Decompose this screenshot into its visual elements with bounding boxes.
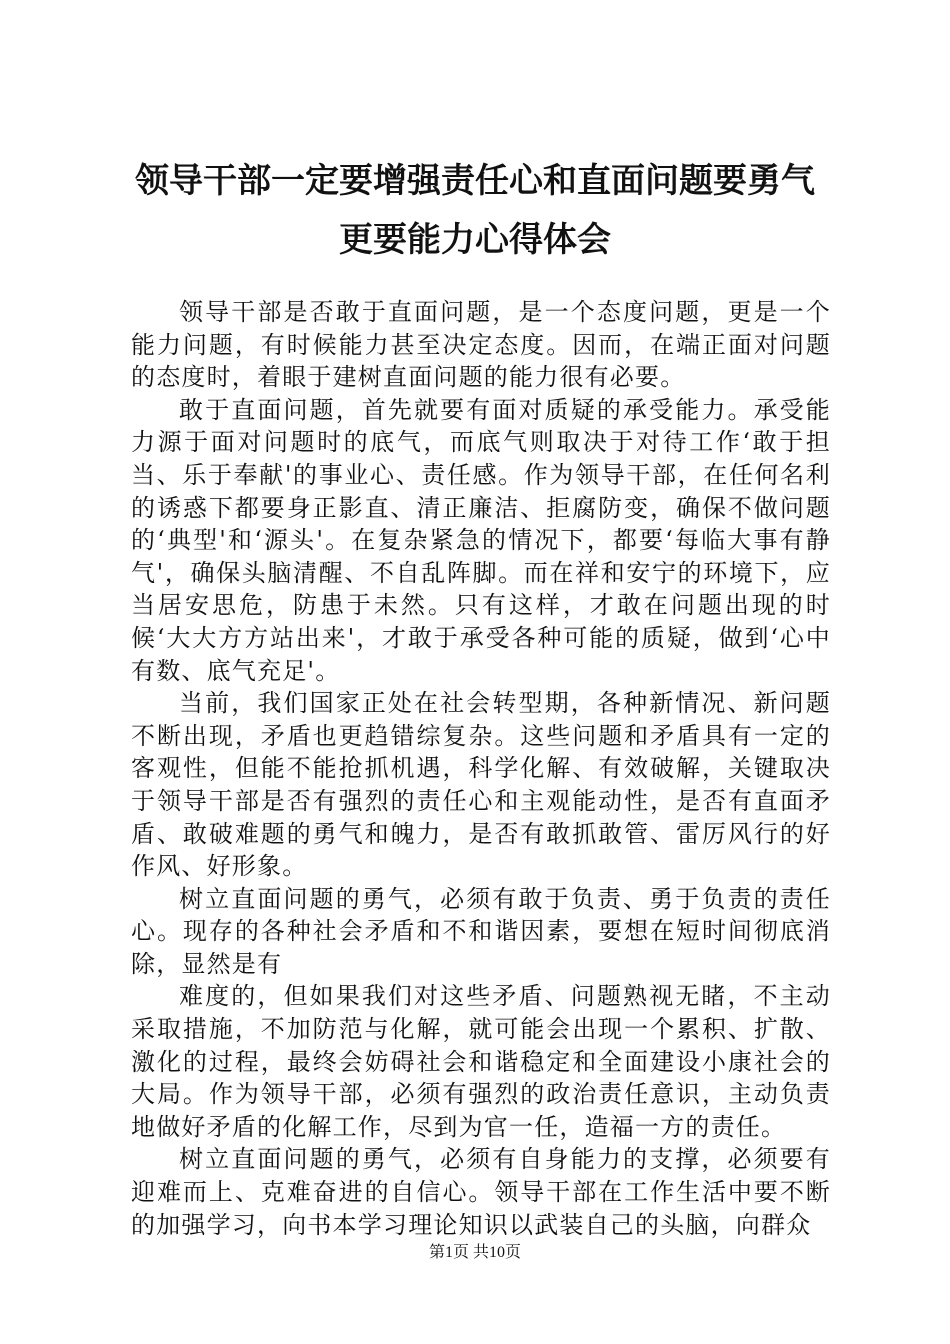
paragraph: 难度的，但如果我们对这些矛盾、问题熟视无睹，不主动采取措施，不加防范与化解，就可能会出现一个累积、扩散、激化的过程，最终会妨碍社会和谐稳定和全面建设小康社会的大局。作为领导干部，必须有强烈的政治责任意识，主动负责地做好矛盾的化解工作，尽到为官一任，造福一方的责任。 — [131, 982, 831, 1141]
paragraph: 敢于直面问题，首先就要有面对质疑的承受能力。承受能力源于面对问题时的底气，而底气则取决于对待工作‘敢于担当、乐于奉献'的事业心、责任感。作为领导干部，在任何名利的诱惑下都要身正影直、清正廉洁、拒腐防变，确保不做问题的‘典型'和‘源头'。在复杂紧急的情况下，都要‘每临大事有静气'，确保头脑清醒、不自乱阵脚。而在祥和安宁的环境下，应当居安思危，防患于未然。只有这样，才敢在问题出现的时候‘大大方方站出来'，才敢于承受各种可能的质疑，做到‘心中有数、底气充足'。 — [131, 395, 831, 685]
document-body — [131, 296, 831, 1241]
document-title-line-2: 更要能力心得体会 — [339, 220, 611, 260]
paragraph: 领导干部是否敢于直面问题，是一个态度问题，更是一个能力问题，有时候能力甚至决定态度。因而，在端正面对问题的态度时，着眼于建树直面问题的能力很有必要。 — [131, 298, 831, 392]
document-title-line-1: 领导干部一定要增强责任心和直面问题要勇气 — [135, 161, 815, 201]
paragraph: 树立直面问题的勇气，必须有自身能力的支撑，必须要有迎难而上、克难奋进的自信心。领导干部在工作生活中要不断的加强学习，向书本学习理论知识以武装自己的头脑，向群众 — [131, 1145, 831, 1239]
paragraph: 树立直面问题的勇气，必须有敢于负责、勇于负责的责任心。现存的各种社会矛盾和不和谐因素，要想在短时间彻底消除，显然是有 — [131, 884, 831, 978]
paragraph: 当前，我们国家正处在社会转型期，各种新情况、新问题不断出现，矛盾也更趋错综复杂。这些问题和矛盾具有一定的客观性，但能不能抢抓机遇，科学化解、有效破解，关键取决于领导干部是否有强烈的责任心和主观能动性，是否有直面矛盾、敢破难题的勇气和魄力，是否有敢抓敢管、雷厉风行的好作风、好形象。 — [131, 689, 831, 881]
page-number-footer: 第1页 共10页 — [428, 1244, 521, 1261]
